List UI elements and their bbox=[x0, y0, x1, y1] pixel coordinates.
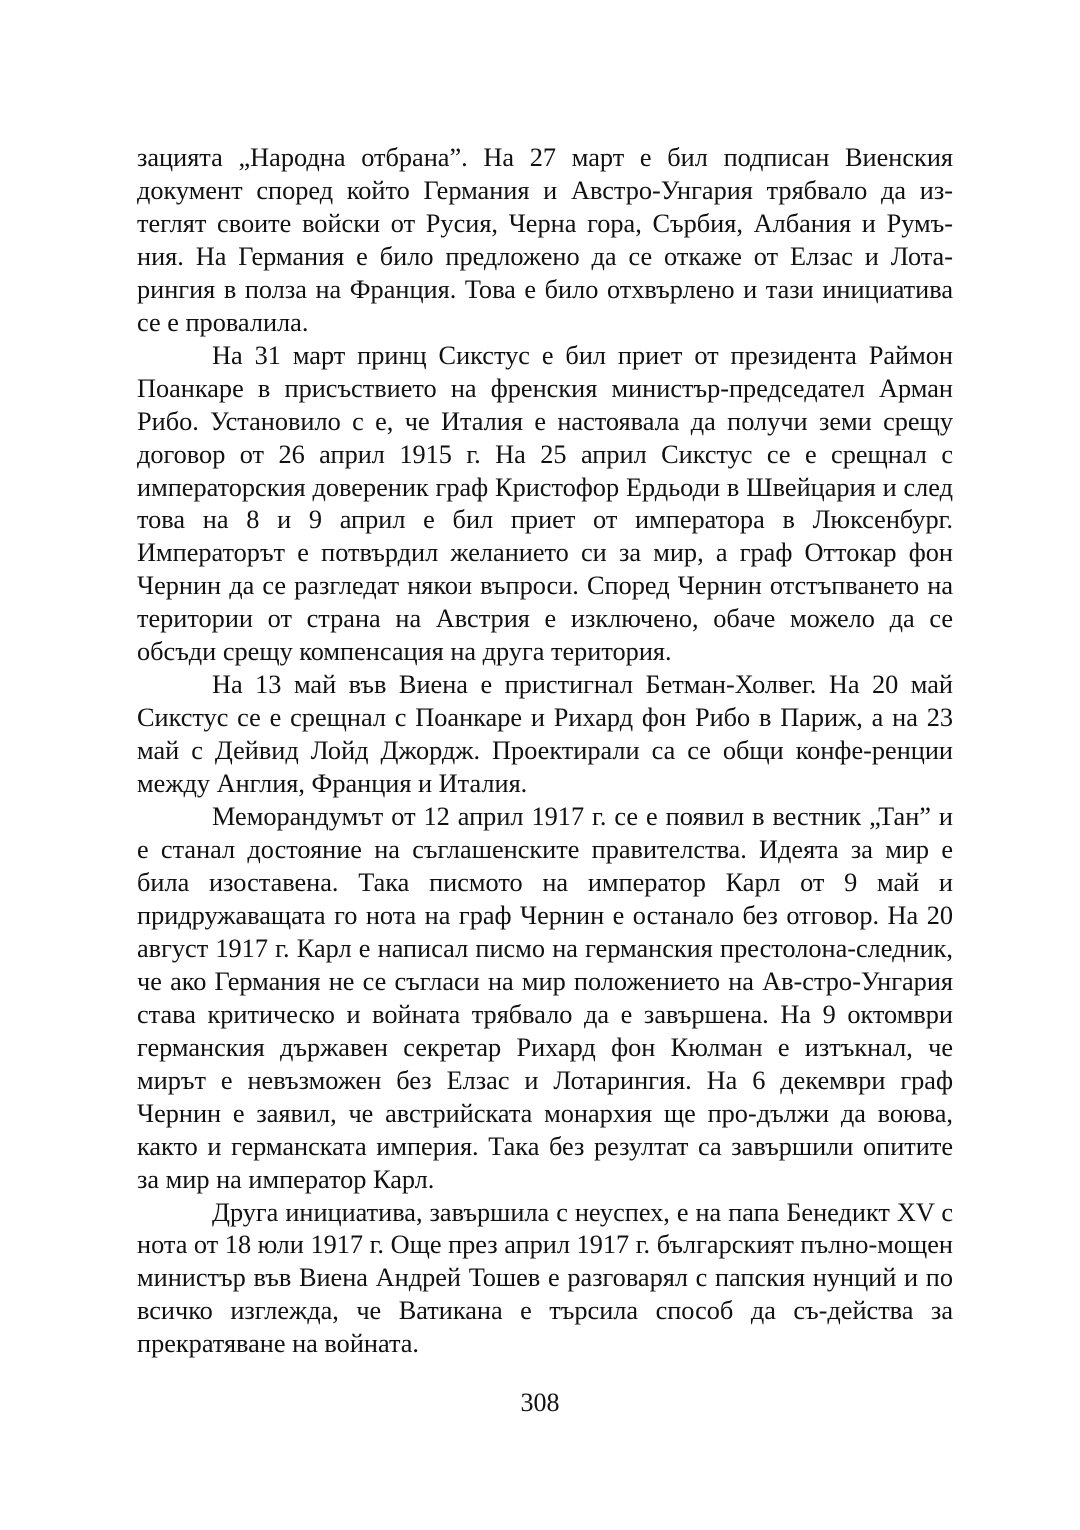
paragraph-bethmann-hollweg: На 13 май във Виена е пристигнал Бетман-Холвег. На 20 май Сикстус се е срещнал с Поанкаре и Рихард фон Рибо в Париж, а на 23 май с Дейвид Лойд Джордж. Проектирали са се общи конфе-ренции между Англия, Франция и Италия. bbox=[137, 670, 953, 799]
paragraph-continued: зацията „Народна отбрана”. На 27 март е бил подписан Виенския документ според който Германия и Австро-Унгария трябвало да из-теглят своите войски от Русия, Черна гора, Сърбия, Албания и Румъ-ния. На Германия е било предложено да се откаже от Елзас и Лота-рингия в полза на Франция. Това е било отхвърлено и тази инициатива се е провалила. bbox=[137, 143, 953, 337]
page-number: 308 bbox=[520, 1388, 560, 1417]
paragraph-sixtus-poincare: На 31 март принц Сикстус е бил приет от президента Раймон Поанкаре в присъствието на френския министър-председател Арман Рибо. Установило с е, че Италия е настоявала да получи земи срещу договор от 26 април 1915 г. На 25 април Сикстус се е срещнал с императорския довереник граф Кристофор Ердьоди в Швейцария и след това на 8 и 9 април е бил приет от императора в Люксенбург. Императорът е потвърдил желанието си за мир, а граф Оттокар фон Чернин да се разгледат някои въпроси. Според Чернин отстъпването на територии от страна на Австрия е изключено, обаче можело да се обсъди срещу компенсация на друга територия. bbox=[137, 340, 953, 667]
body-text bbox=[137, 142, 953, 1361]
paragraph-pope-benedict: Друга инициатива, завършила с неуспех, е на папа Бенедикт XV с нота от 18 юли 1917 г. Още през април 1917 г. българският пълно-мощен министър във Виена Андрей Тошев е разговарял с папския нунций и по всичко изглежда, че Ватикана е търсила способ да съ-действа за прекратяване на войната. bbox=[137, 1197, 953, 1359]
paragraph-memorandum: Меморандумът от 12 април 1917 г. се е появил в вестник „Тан” и е станал достояние на съглашенските правителства. Идеята за мир е била изоставена. Така писмото на император Карл от 9 май и придружаващата го нота на граф Чернин е останало без отговор. На 20 август 1917 г. Карл е написал писмо на германския престолона-следник, че ако Германия не се съгласи на мир положението на Ав-стро-Унгария става критическо и войната трябвало да е завършена. На 9 октомври германския държавен секретар Рихард фон Кюлман е изтъкнал, че мирът е невъзможен без Елзас и Лотарингия. На 6 декември граф Чернин е заявил, че австрийската монархия ще про-дължи да воюва, както и германската империя. Така без резултат са завършили опитите за мир на император Карл. bbox=[137, 802, 953, 1194]
